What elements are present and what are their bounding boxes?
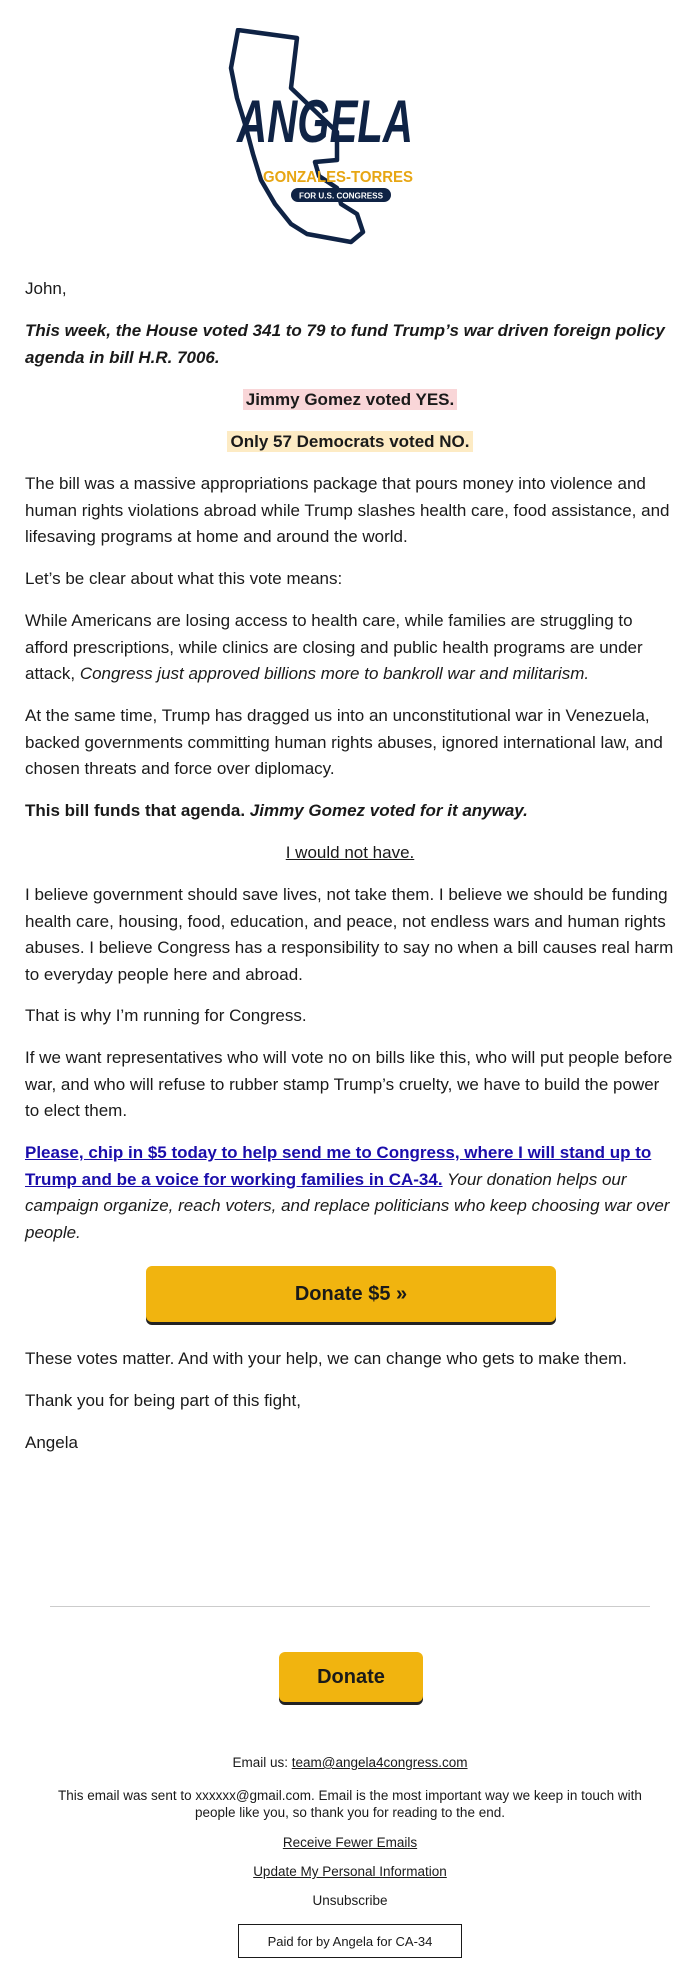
vote-no-line	[25, 429, 675, 456]
campaign-logo	[0, 0, 700, 260]
paragraph-bill: The bill was a massive appropriations package that pours money into violence and human rights violations abroad while Trump slashes health care, food assistance, and lifesaving programs at home and around the world.	[25, 474, 670, 546]
footer-update-info-line	[50, 1863, 650, 1880]
paragraph-health-care-italic: Congress just approved billions more to bankroll war and militarism.	[79, 664, 590, 683]
lead-paragraph: This week, the House voted 341 to 79 to fund Trump’s war driven foreign policy agenda in bill H.R. 7006.	[25, 321, 665, 367]
footer-divider	[50, 1606, 650, 1607]
california-logo-icon	[225, 28, 475, 254]
would-not-line	[25, 840, 675, 867]
paragraph-build-power: If we want representatives who will vote no on bills like this, who will put people before war, and who will refuse to rubber stamp Trump’s cruelty, we have to build the power to elect them.	[25, 1048, 673, 1120]
vote-yes-line	[25, 387, 675, 414]
paragraph-health-care-text: While Americans are losing access to health care, while families are struggling to afford prescriptions, while clinics are closing and public health programs are under attack,	[25, 611, 643, 683]
footer-email-label: Email us:	[232, 1755, 292, 1770]
paid-for-box: Paid for by Angela for CA-34	[238, 1924, 462, 1958]
paragraph-ask	[25, 1140, 675, 1246]
logo-name: ANGELA	[235, 88, 413, 155]
footer-email-line	[50, 1754, 650, 1771]
footer-sent-to: This email was sent to xxxxxx@gmail.com. Email is the most important way we keep in touch with people like you, so thank you for reading to the end.	[58, 1788, 642, 1820]
paragraph-health-care	[25, 608, 675, 688]
paragraph-beliefs: I believe government should save lives, not take them. I believe we should be funding health care, housing, food, education, and peace, not endless wars and human rights abuses. I believe Congress has a responsibility to say no when a bill causes real harm to everyday people here and abroad.	[25, 885, 674, 984]
footer-fewer-emails-line	[50, 1834, 650, 1851]
highlight-no: Only 57 Democrats voted NO.	[227, 431, 472, 452]
unsubscribe-link[interactable]: Unsubscribe	[312, 1893, 388, 1908]
logo-surname: GONZALES-TORRES	[263, 169, 413, 186]
ask-italic-text: Your donation helps our campaign organize, reach voters, and replace politicians who keep choosing war over people.	[25, 1169, 670, 1242]
paragraph-clear: Let’s be clear about what this vote means:	[25, 569, 343, 588]
receive-fewer-emails-link[interactable]: Receive Fewer Emails	[282, 1835, 418, 1850]
paragraph-agenda	[25, 798, 675, 825]
update-personal-info-link[interactable]: Update My Personal Information	[253, 1864, 447, 1879]
donate-5-button[interactable]: Donate $5 »	[146, 1266, 556, 1322]
greeting: John,	[25, 279, 67, 298]
highlight-yes: Jimmy Gomez voted YES.	[243, 389, 457, 410]
chip-in-link[interactable]: Please, chip in $5 today to help send me to Congress, where I will stand up to Trump and be a voice for working families in CA-34.	[25, 1143, 652, 1189]
paragraph-agenda-bold-italic: Jimmy Gomez voted for it anyway.	[249, 801, 528, 820]
paragraph-agenda-bold: This bill funds that agenda.	[25, 801, 250, 820]
would-not-text: I would not have.	[285, 843, 415, 862]
signoff: Angela	[25, 1433, 78, 1452]
logo-tagline: FOR U.S. CONGRESS	[299, 191, 384, 201]
paragraph-votes-matter: These votes matter. And with your help, we can change who gets to make them.	[25, 1349, 627, 1368]
paragraph-thank-you: Thank you for being part of this fight,	[25, 1391, 301, 1410]
paragraph-running: That is why I’m running for Congress.	[25, 1006, 307, 1025]
footer-email-link[interactable]: team@angela4congress.com	[291, 1755, 468, 1770]
footer-donate-button[interactable]: Donate	[279, 1652, 423, 1702]
paragraph-venezuela: At the same time, Trump has dragged us into an unconstitutional war in Venezuela, backed governments committing human rights abuses, ignored international law, and chosen threats and force over diplomacy.	[25, 706, 663, 778]
